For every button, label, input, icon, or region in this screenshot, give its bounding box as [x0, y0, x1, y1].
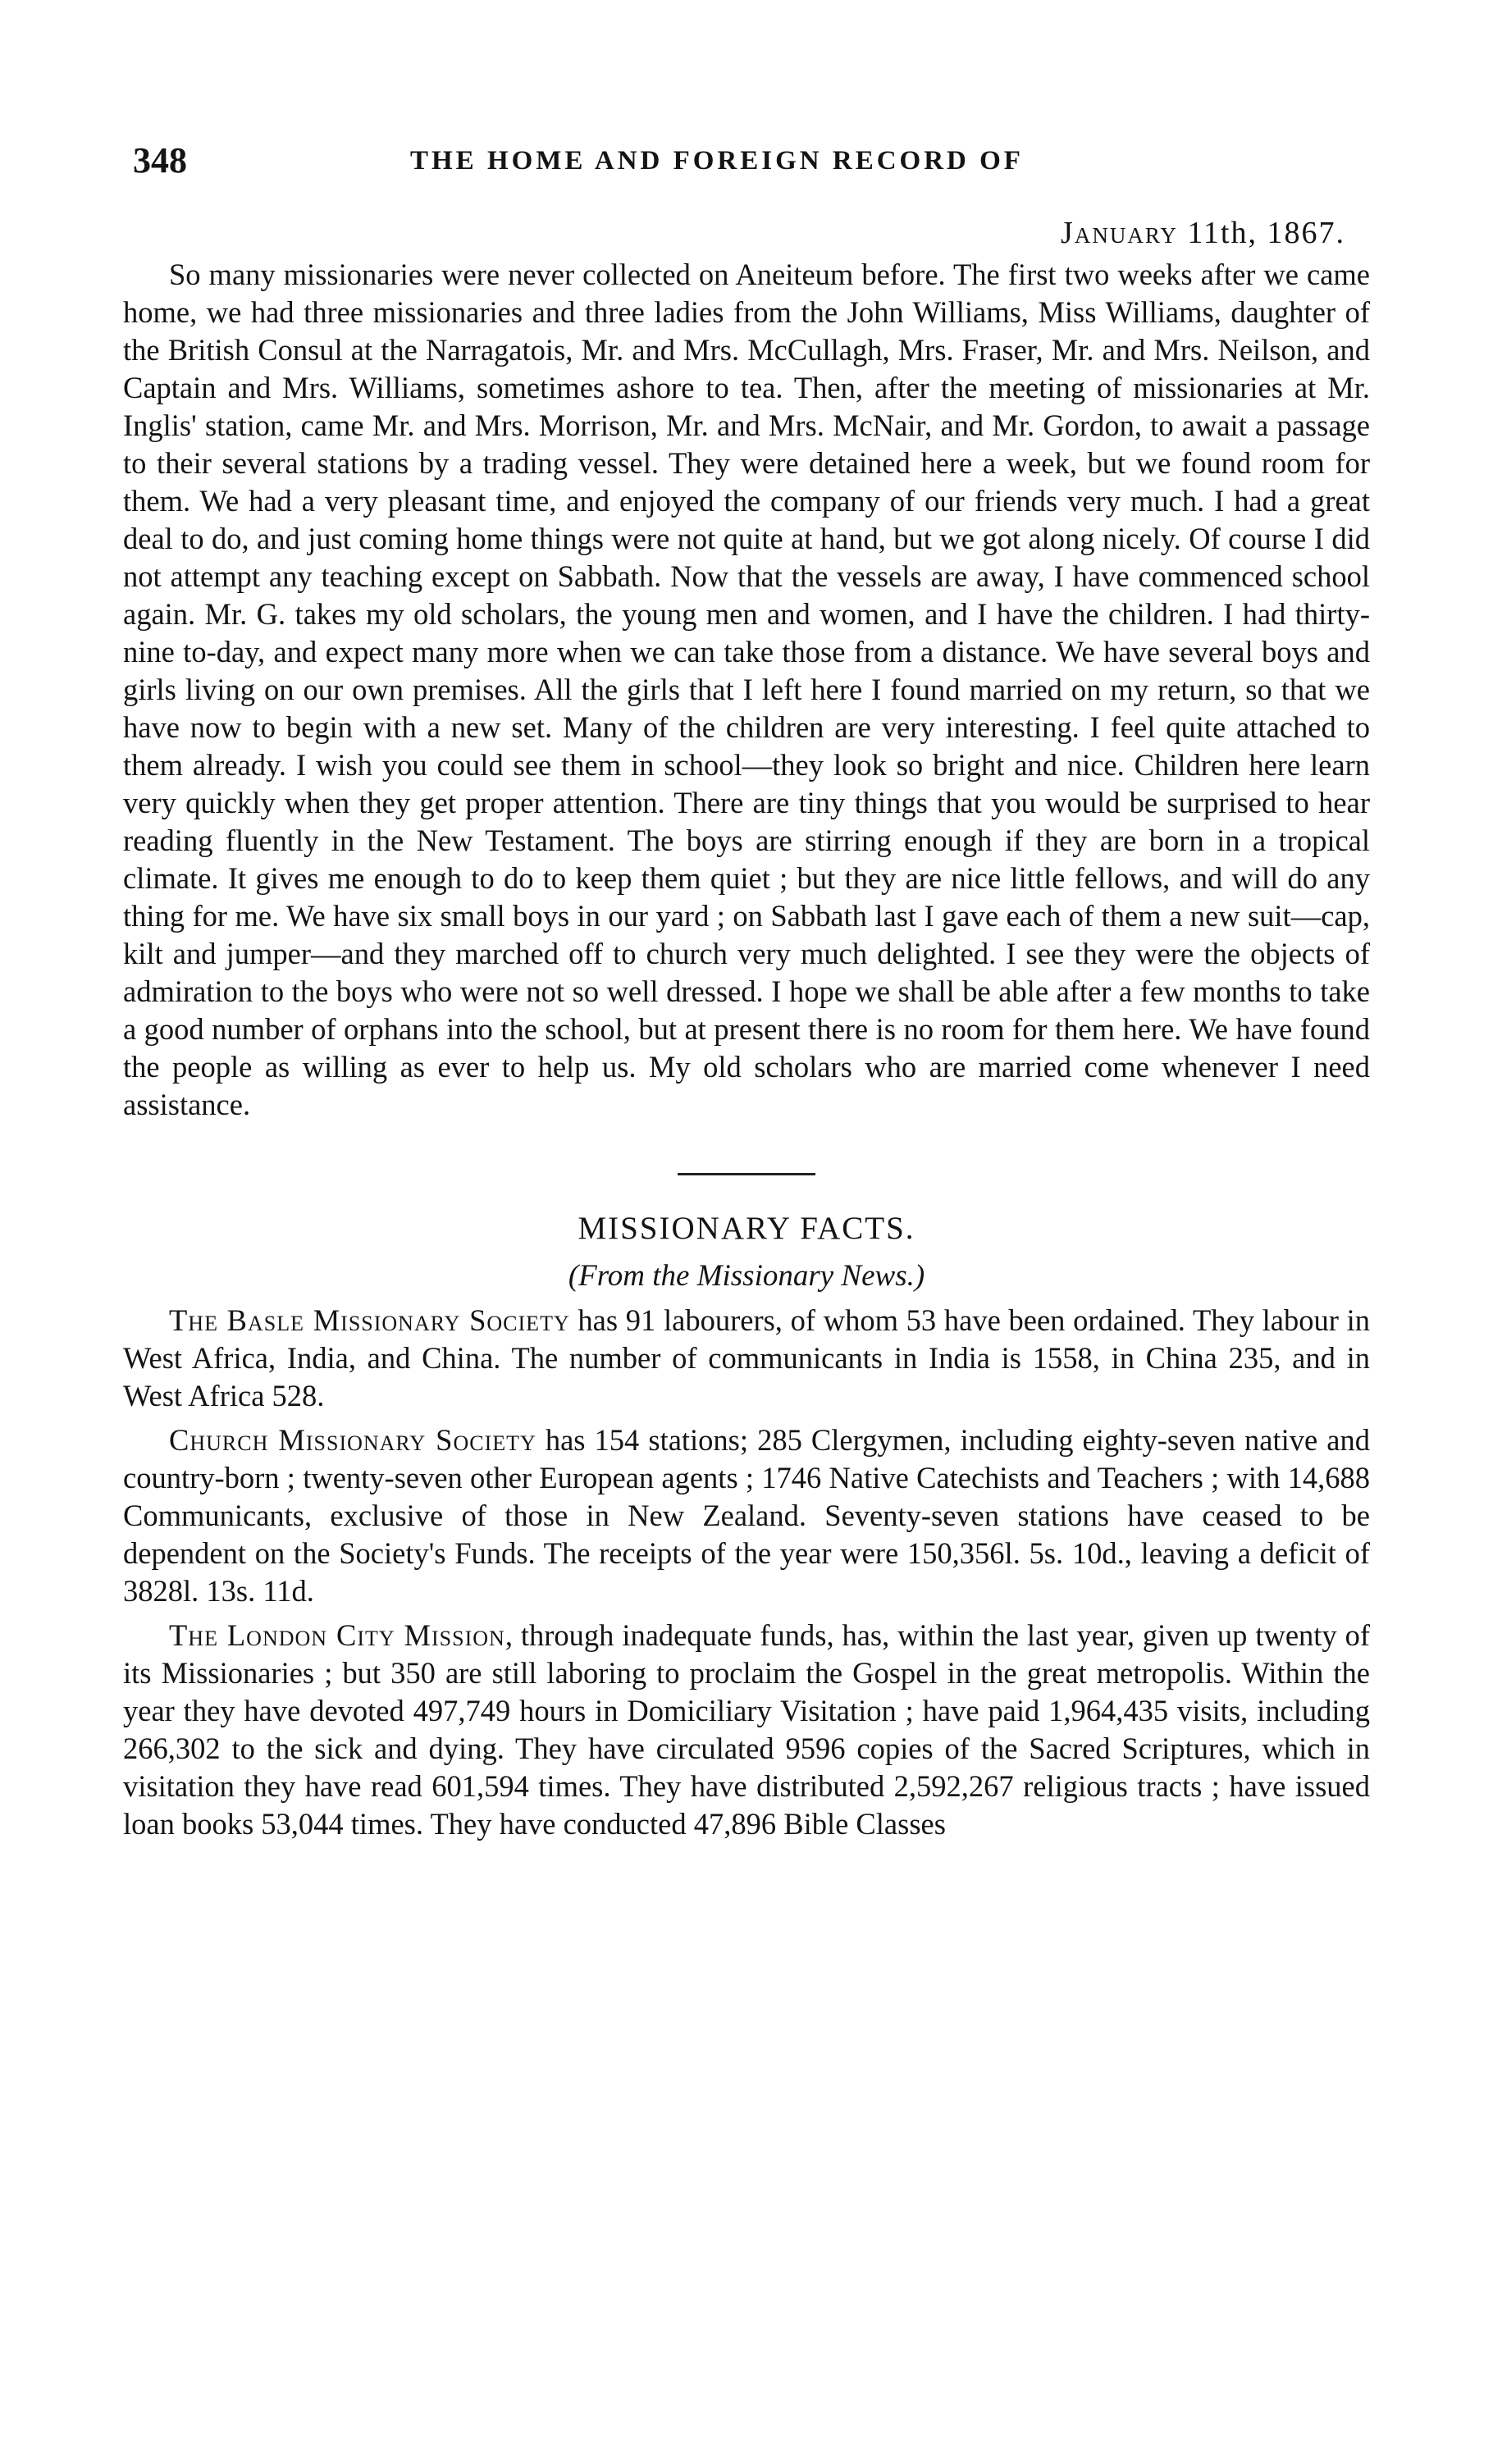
running-title: THE HOME AND FOREIGN RECORD OF — [410, 146, 1024, 176]
fact-paragraph — [123, 1617, 1370, 1843]
fact-paragraph — [123, 1421, 1370, 1610]
page — [123, 139, 1370, 1850]
section-source: (From the Missionary News.) — [568, 1259, 925, 1293]
page-number: 348 — [133, 140, 187, 180]
fact-lead: The Basle Missionary Society — [169, 1303, 570, 1337]
running-head — [123, 139, 1370, 197]
section-heading: MISSIONARY FACTS. — [578, 1211, 915, 1246]
fact-lead: Church Missionary Society — [169, 1423, 536, 1457]
fact-text: , through inadequate funds, has, within the last year, given up twenty of its Missionaries ; but 350 are still laboring to proclaim the Gospel in the great metropolis. Within the year they have devoted 497,749 hours in Domiciliary Visitation ; have paid 1,964,435 visits, including 266,302 to the sick and dying. They have circulated 9596 copies of the Sacred Scriptures, which in visitation they have read 601,594 times. They have distributed 2,592,267 religious tracts ; have issued loan books 53,044 times. They have conducted 47,896 Bible Classes — [123, 1618, 1370, 1841]
fact-paragraph — [123, 1302, 1370, 1415]
letter-paragraph: So many missionaries were never collected on Aneiteum before. The first two weeks after we came home, we had three missionaries and three ladies from the John Williams, Miss Williams, daughter of the British Consul at the Narragatois, Mr. and Mrs. McCullagh, Mrs. Fraser, Mr. and Mrs. Neilson, and Captain and Mrs. Williams, sometimes ashore to tea. Then, after the meeting of missionaries at Mr. Inglis' station, came Mr. and Mrs. Morrison, Mr. and Mrs. McNair, and Mr. Gordon, to await a passage to their several stations by a trading vessel. They were detained here a week, but we found room for them. We had a very pleasant time, and enjoyed the company of our friends very much. I had a great deal to do, and just coming home things were not quite at hand, but we got along nicely. Of course I did not attempt any teaching except on Sabbath. Now that the vessels are away, I have commenced school again. Mr. G. takes my old scholars, the young men and women, and I have the children. I had thirty-nine to-day, and expect many more when we can take those from a distance. We have several boys and girls living on our own premises. All the girls that I left here I found married on my return, so that we have now to begin with a new set. Many of the children are very interesting. I feel quite attached to them already. I wish you could see them in school—they look so bright and nice. Children here learn very quickly when they get proper attention. There are tiny things that you would be surprised to hear reading fluently in the New Testament. The boys are stirring enough if they are born in a tropical climate. It gives me enough to do to keep them quiet ; but they are nice little fellows, and will do any thing for me. We have six small boys in our yard ; on Sabbath last I gave each of them a new suit—cap, kilt and jumper—and they marched off to church very much delighted. I see they were the objects of admiration to the boys who were not so well dressed. I hope we shall be able after a few months to take a good number of orphans into the school, but at present there is no room for them here. We have found the people as willing as ever to help us. My old scholars who are married come whenever I need assistance. — [123, 258, 1370, 1121]
letter-date — [123, 215, 1370, 251]
letter-date-month: January — [1061, 216, 1178, 250]
letter-date-rest: 11th, 1867. — [1177, 216, 1345, 250]
fact-text: has 91 labourers, of whom 53 have been ordained. They labour in West Africa, India, and China. The number of communicants in India is 1558, in China 235, and in West Africa 528. — [123, 1303, 1370, 1412]
section-divider — [678, 1173, 815, 1175]
fact-lead: The London City Mission — [169, 1618, 505, 1652]
fact-text: has 154 stations; 285 Clergymen, including eighty-seven native and country-born ; twenty-seven other European agents ; 1746 Native Catechists and Teachers ; with 14,688 Communicants, exclusive of those in New Zealand. Seventy-seven stations have ceased to be dependent on the Society's Funds. The receipts of the year were 150,356l. 5s. 10d., leaving a deficit of 3828l. 13s. 11d. — [123, 1423, 1370, 1608]
